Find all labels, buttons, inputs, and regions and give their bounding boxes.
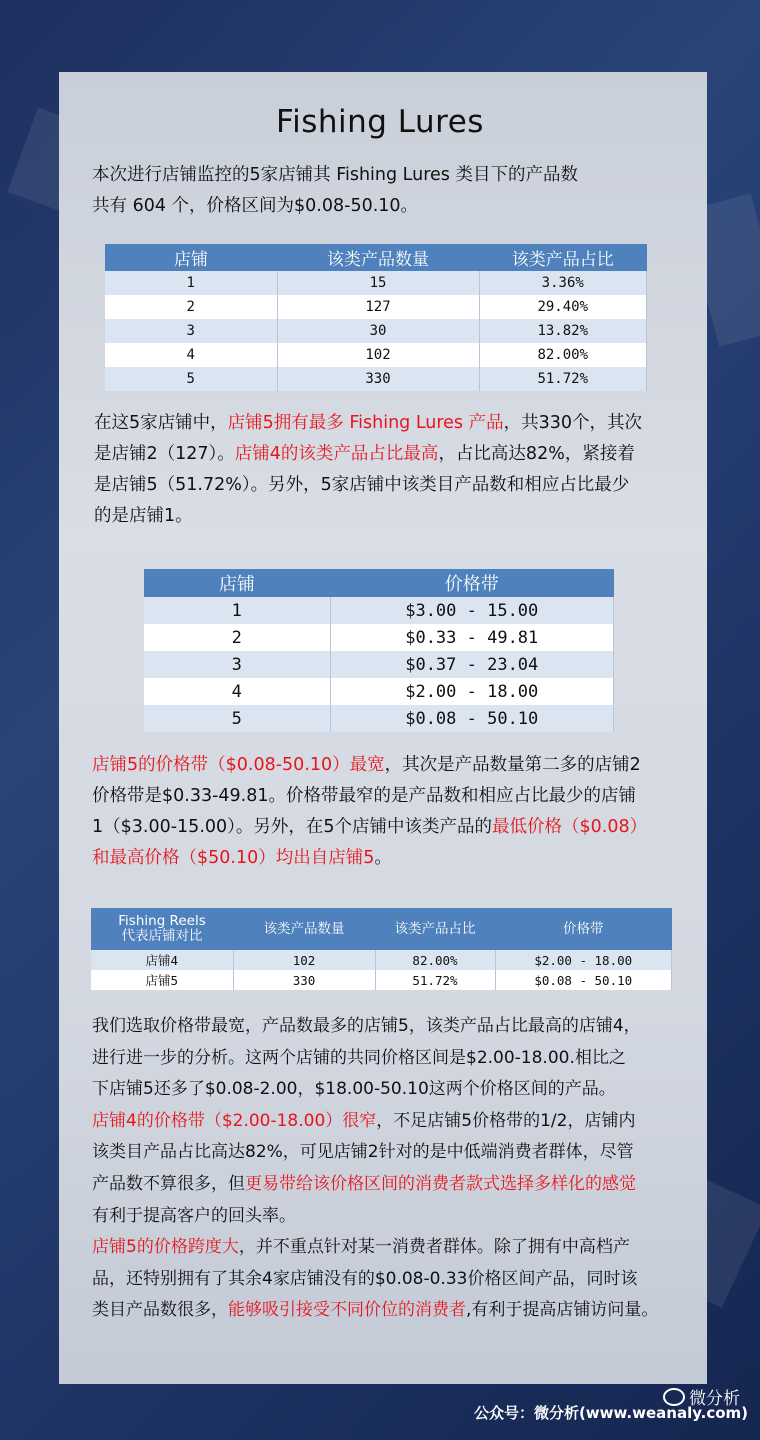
watermark: 微分析 (663, 1384, 740, 1409)
table-header: 价格带 (495, 908, 672, 950)
analysis-paragraph-2: 店铺5的价格带（$0.08-50.10）最宽，其次是产品数量第二多的店铺2 价格带是$0.33-49.81。价格带最窄的是产品数和相应占比最少的店铺 1（$3.00-15.00）。另外，在5个店铺中该类产品的最低价格（$0.08） 和最高价格（$50.10）均出自店铺5。 (92, 755, 648, 868)
table-row: 5 330 51.72% (105, 367, 647, 391)
table-row: 1 15 3.36% (105, 271, 647, 295)
table-row: 4 $2.00 - 18.00 (144, 678, 614, 705)
table-row: 2 127 29.40% (105, 295, 647, 319)
analysis-paragraph-3: 我们选取价格带最宽，产品数最多的店铺5，该类产品占比最高的店铺4， 进行进一步的分析。这两个店铺的共同价格区间是$2.00-18.00.相比之 下店铺5还多了$0.08-2.00，$18.00-50.10这两个价格区间的产品。 店铺4的价格带（$2.00-18.00）很窄，不足店铺5价格带的1/2，店铺内 该类目产品占比高达82%，可见店铺2针对的是中低端消费者群体，尽管 产品数不算很多，但更易带给该价格区间的消费者款式选择多样化的感觉 有利于提高客户的回头率。 店铺5的价格跨度大，并不重点针对某一消费者群体。除了拥有中高档产 品，还特别拥有了其余4家店铺没有的$0.08-0.33价格区间产品，同时该 类目产品数很多，能够吸引接受不同价位的消费者,有利于提高店铺访问量。 (92, 1016, 659, 1321)
intro-paragraph: 本次进行店铺监控的5家店铺其 Fishing Lures 类目下的产品数 共有 604 个，价格区间为$0.08-50.10。 (92, 165, 578, 216)
table-header: 店铺 (144, 569, 330, 597)
price-band-table (144, 569, 614, 732)
table-header: 店铺 (105, 244, 277, 271)
table-row: 店铺5 330 51.72% $0.08 - 50.10 (91, 970, 672, 990)
table-header: 该类产品数量 (277, 244, 479, 271)
footer-credit: 公众号：微分析(www.weanaly.com) (473, 1404, 748, 1422)
representative-store-table (91, 908, 672, 990)
product-count-table (105, 244, 647, 391)
table-row: 3 30 13.82% (105, 319, 647, 343)
analysis-paragraph-1: 在这5家店铺中，店铺5拥有最多 Fishing Lures 产品，共330个，其次 是店铺2（127）。店铺4的该类产品占比最高，占比高达82%，紧接着 是店铺5（51.72%）。另外，5家店铺中该类目产品数和相应占比最少 的是店铺1。 (94, 413, 643, 526)
table-row: 店铺4 102 82.00% $2.00 - 18.00 (91, 950, 672, 970)
table-row: 1 $3.00 - 15.00 (144, 597, 614, 624)
table-row: 2 $0.33 - 49.81 (144, 624, 614, 651)
table-header: 该类产品占比 (479, 244, 647, 271)
table-row: 4 102 82.00% (105, 343, 647, 367)
table-header: 该类产品占比 (375, 908, 495, 950)
page-title: Fishing Lures (276, 104, 484, 140)
table-header: 价格带 (330, 569, 614, 597)
table-header: Fishing Reels 代表店铺对比 (91, 908, 233, 950)
table-row: 5 $0.08 - 50.10 (144, 705, 614, 732)
table-header: 该类产品数量 (233, 908, 375, 950)
table-row: 3 $0.37 - 23.04 (144, 651, 614, 678)
